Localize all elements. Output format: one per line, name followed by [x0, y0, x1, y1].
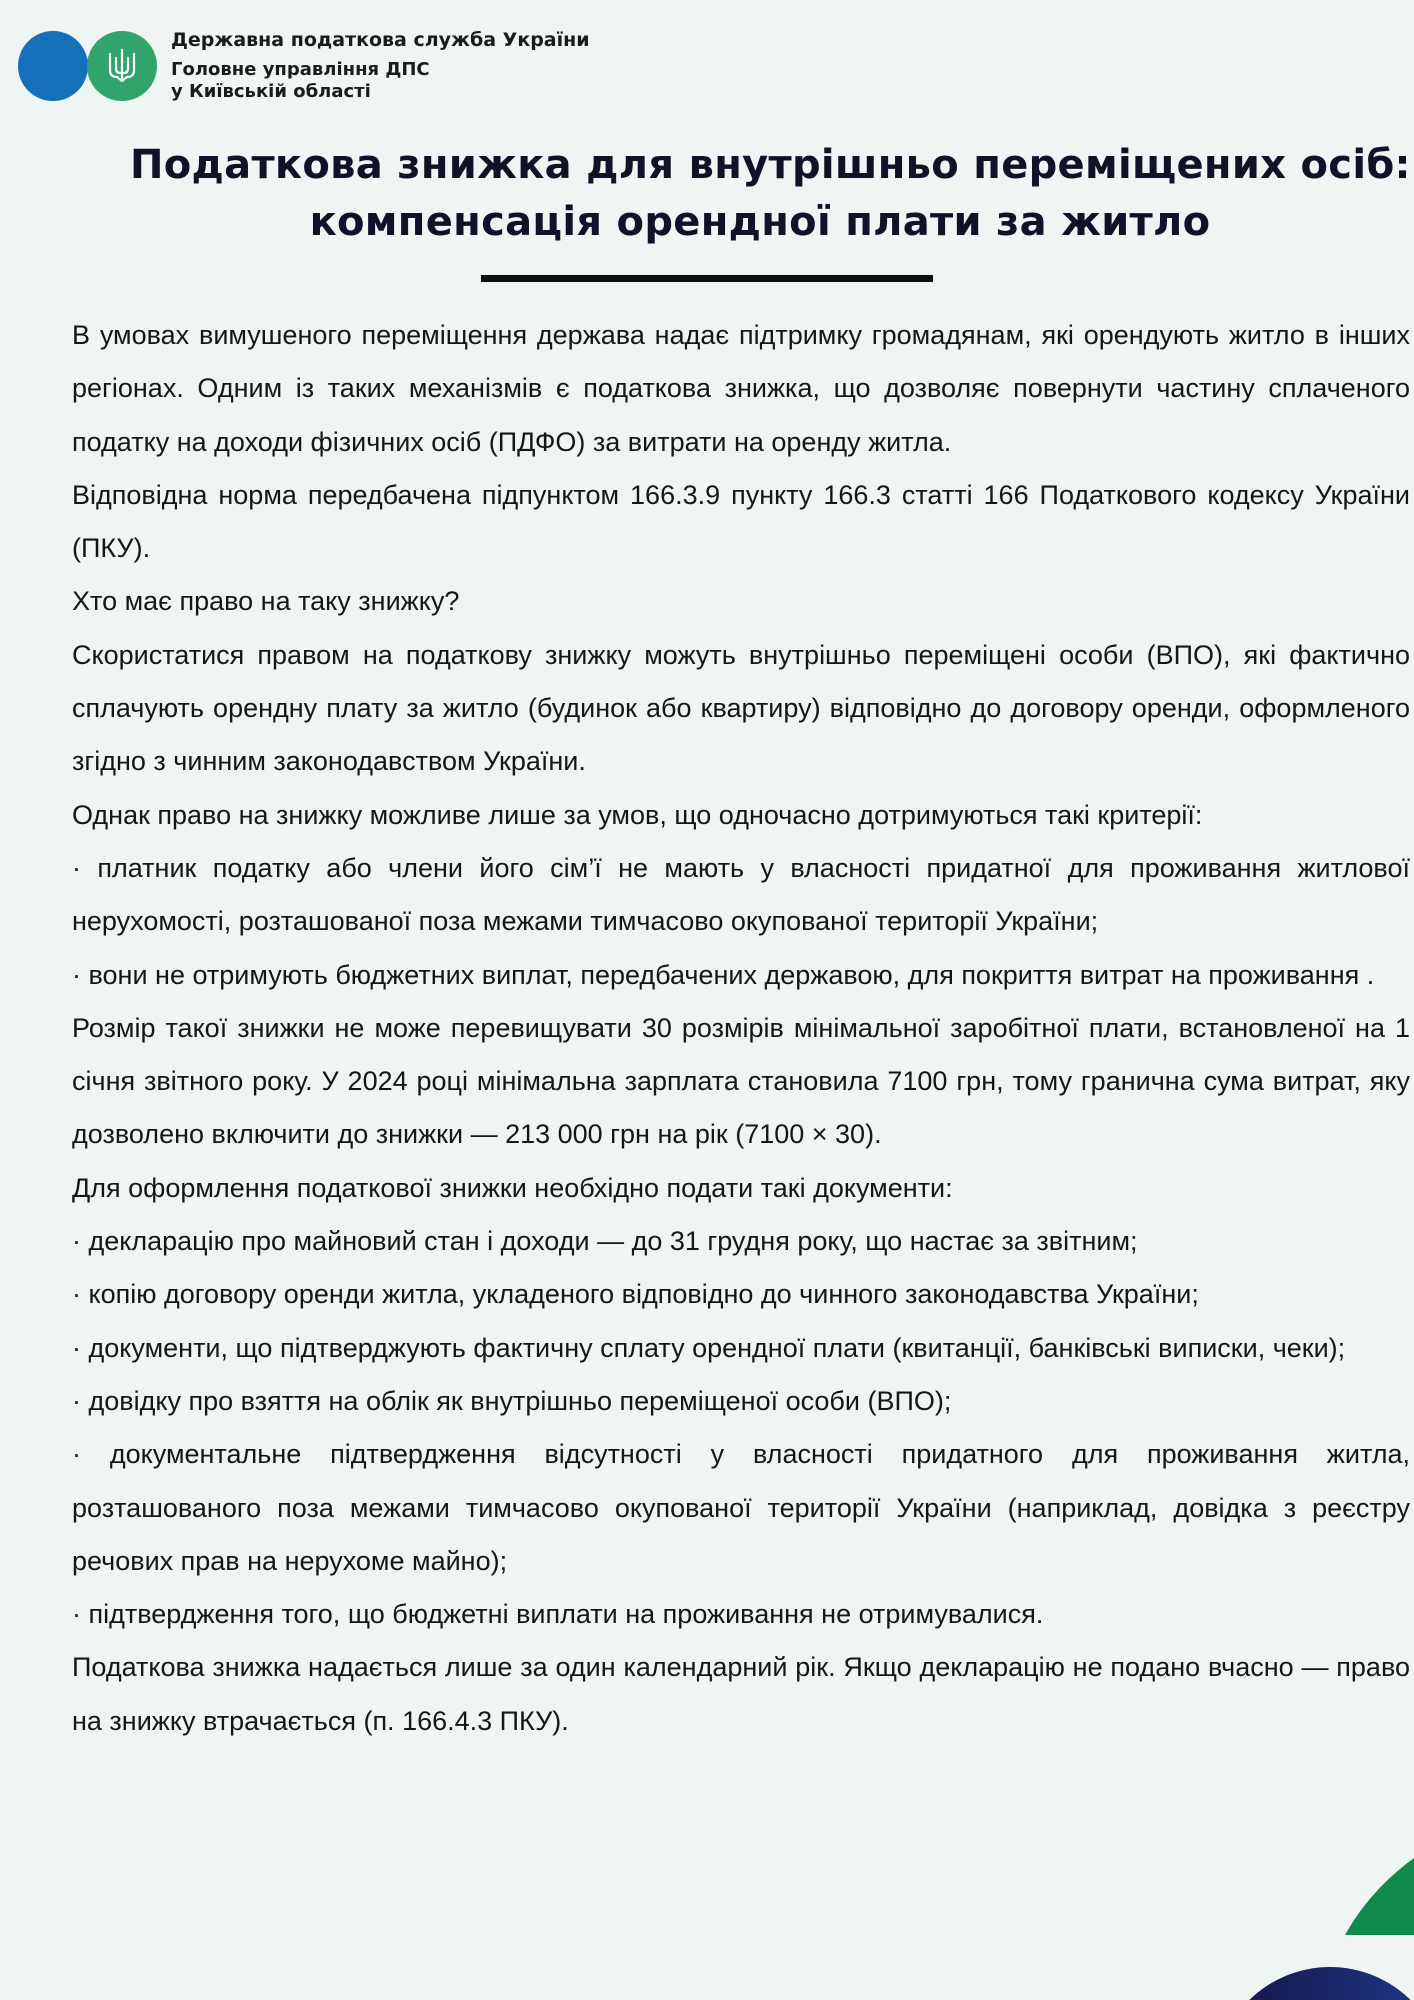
org-line-2: Головне управління ДПС [171, 59, 430, 80]
paragraph-2: Відповідна норма передбачена підпунктом 166.3.9 пункту 166.3 статті 166 Податкового кодексу України (ПКУ). [72, 479, 1410, 564]
list-item-doc-5: · документальне підтвердження відсутності у власності придатного для проживання житла, розташованого поза межами тимчасово окупованої території України (наприклад, довідка з реєстру речових прав на нерухоме майно); [72, 1439, 1410, 1576]
list-item-doc-3: · документи, що підтверджують фактичну сплату орендної плати (квитанції, банківські виписки, чеки); [72, 1332, 1346, 1363]
corner-navy-shape [1215, 1967, 1414, 2000]
list-item-doc-6: · підтвердження того, що бюджетні виплати на проживання не отримувалися. [72, 1599, 1044, 1630]
list-item-doc-2: · копію договору оренди житла, укладеного відповідно до чинного законодавства України; [72, 1279, 1199, 1310]
paragraph-1: В умовах вимушеного переміщення держава надає підтримку громадянам, які орендують житло в інших регіонах. Одним із таких механізмів є податкова знижка, що дозволяє повернути частину сплаченого податку на доходи фізичних осіб (ПДФО) за витрати на оренду житла. [72, 320, 1410, 457]
org-line-1: Державна податкова служба України [171, 29, 590, 51]
list-item-doc-4: · довідку про взяття на облік як внутрішньо переміщеної особи (ВПО); [72, 1385, 952, 1416]
title-line-2: компенсація орендної плати за житло [309, 199, 1211, 245]
paragraph-final: Податкова знижка надається лише за один календарний рік. Якщо декларацію не подано вчасно — право на знижку втрачається (п. 166.4.3 ПКУ). [72, 1652, 1410, 1736]
title-line-1: Податкова знижка для внутрішньо переміщених осіб: [130, 142, 1411, 188]
paragraph-4: Скористатися правом на податкову знижку можуть внутрішньо переміщені особи (ВПО), які фактично сплачують орендну плату за житло (будинок або квартиру) відповідно до договору оренди, оформленого згідно з чинним законодавством України. [72, 639, 1410, 777]
list-item-criteria-1: · платник податку або члени його сім’ї не мають у власності придатної для проживання житлової нерухомості, розташованої поза межами тимчасово окупованої території України; [72, 852, 1410, 937]
paragraph-limit: Розмір такої знижки не може перевищувати 30 розмірів мінімальної заробітної плати, встановленої на 1 січня звітного року. У 2024 році мінімальна зарплата становила 7100 грн, тому гранична сума витрат, яку дозволено включити до знижки — 213 000 грн на рік (7100 × 30). [72, 1012, 1410, 1150]
paragraph-3: Хто має право на таку знижку? [72, 586, 460, 617]
paragraph-5: Однак право на знижку можливе лише за умов, що одночасно дотримуються такі критерії: [72, 799, 1203, 830]
list-item-criteria-2: · вони не отримують бюджетних виплат, передбачених державою, для покриття витрат на проживання . [72, 959, 1375, 990]
paragraph-documents: Для оформлення податкової знижки необхідно подати такі документи: [72, 1172, 953, 1203]
corner-green-shape [1345, 1858, 1414, 1935]
list-item-doc-1: · декларацію про майновий стан і доходи — до 31 грудня року, що настає за звітним; [72, 1226, 1138, 1257]
org-line-3: у Київській області [171, 81, 371, 102]
